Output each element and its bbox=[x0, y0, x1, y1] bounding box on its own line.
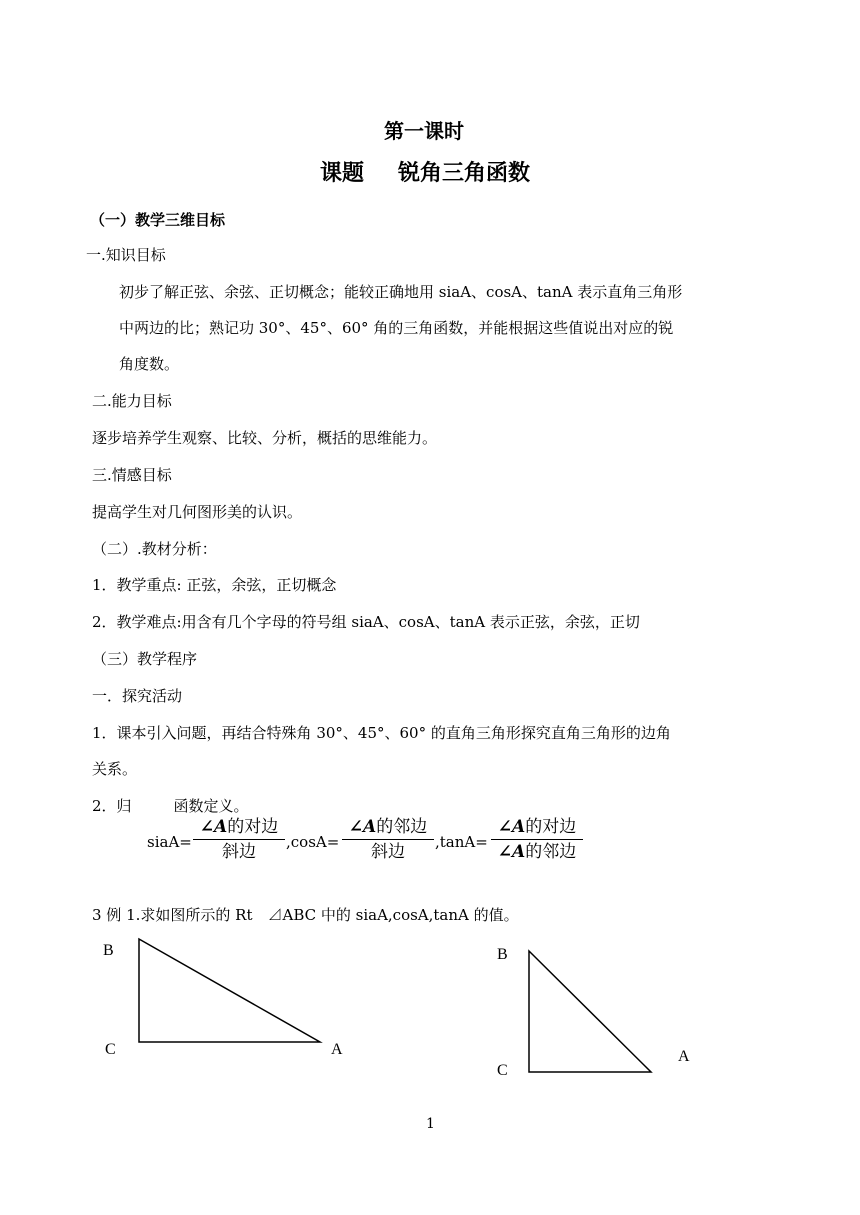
cos-denominator: 斜边 bbox=[371, 842, 405, 862]
sin-numerator: ∠A的对边 bbox=[199, 817, 279, 837]
knowledge-line-1: 初步了解正弦、余弦、正切概念；能较正确地用 siaA、cosA、tanA 表示直角三角形 bbox=[119, 283, 683, 301]
triangle-2 bbox=[529, 951, 651, 1072]
section-heading-analysis: （二）.教材分析： bbox=[92, 540, 217, 558]
cos-numerator: ∠A的邻边 bbox=[348, 817, 428, 837]
page-title: 第一课时 bbox=[384, 119, 464, 143]
knowledge-line-3: 角度数。 bbox=[119, 355, 180, 373]
triangle2-label-c: C bbox=[497, 1062, 508, 1079]
page-number: 1 bbox=[426, 1116, 435, 1132]
triangle1-label-a: A bbox=[331, 1041, 343, 1058]
tan-numerator: ∠A的对边 bbox=[497, 817, 577, 837]
triangle1-label-c: C bbox=[105, 1041, 116, 1058]
ability-heading: 二.能力目标 bbox=[92, 392, 172, 410]
triangle1-label-b: B bbox=[103, 942, 114, 959]
tan-label: ,tanA= bbox=[435, 833, 488, 851]
knowledge-heading: 一.知识目标 bbox=[86, 246, 166, 264]
definition-prefix: 2．归 bbox=[92, 797, 132, 815]
knowledge-line-2: 中两边的比；熟记功 30°、45°、60° 角的三角函数，并能根据这些值说出对应的锐 bbox=[119, 319, 674, 337]
explore-heading: 一．探究活动 bbox=[92, 687, 183, 705]
key-point: 1．教学重点: 正弦，余弦，正切概念 bbox=[92, 576, 337, 594]
definition-suffix: 函数定义。 bbox=[173, 797, 249, 815]
subtitle-prefix: 课题 bbox=[320, 161, 365, 186]
triangle2-label-b: B bbox=[497, 946, 508, 963]
emotion-heading: 三.情感目标 bbox=[92, 466, 172, 484]
example-text: 3 例 1.求如图所示的 Rt ⊿ABC 中的 siaA,cosA,tanA 的值。 bbox=[92, 906, 519, 924]
emotion-text: 提高学生对几何图形美的认识。 bbox=[92, 503, 303, 521]
triangle-1 bbox=[139, 939, 320, 1042]
section-heading-procedure: （三）教学程序 bbox=[92, 650, 198, 668]
ability-text: 逐步培养学生观察、比较、分析，概括的思维能力。 bbox=[92, 429, 438, 447]
section-heading-objectives: （一）教学三维目标 bbox=[90, 211, 226, 229]
subtitle-topic: 锐角三角函数 bbox=[398, 161, 531, 186]
tan-denominator: ∠A的邻边 bbox=[497, 842, 577, 862]
difficulty: 2．教学难点:用含有几个字母的符号组 siaA、cosA、tanA 表示正弦，余弦，正切 bbox=[92, 613, 640, 631]
explore-line-1: 1．课本引入问题，再结合特殊角 30°、45°、60° 的直角三角形探究直角三角形的边角 bbox=[92, 724, 671, 742]
cos-label: ,cosA= bbox=[286, 833, 340, 851]
explore-line-2: 关系。 bbox=[92, 760, 138, 778]
triangle2-label-a: A bbox=[678, 1048, 690, 1065]
sin-denominator: 斜边 bbox=[222, 842, 256, 862]
sin-label: siaA= bbox=[147, 833, 192, 851]
